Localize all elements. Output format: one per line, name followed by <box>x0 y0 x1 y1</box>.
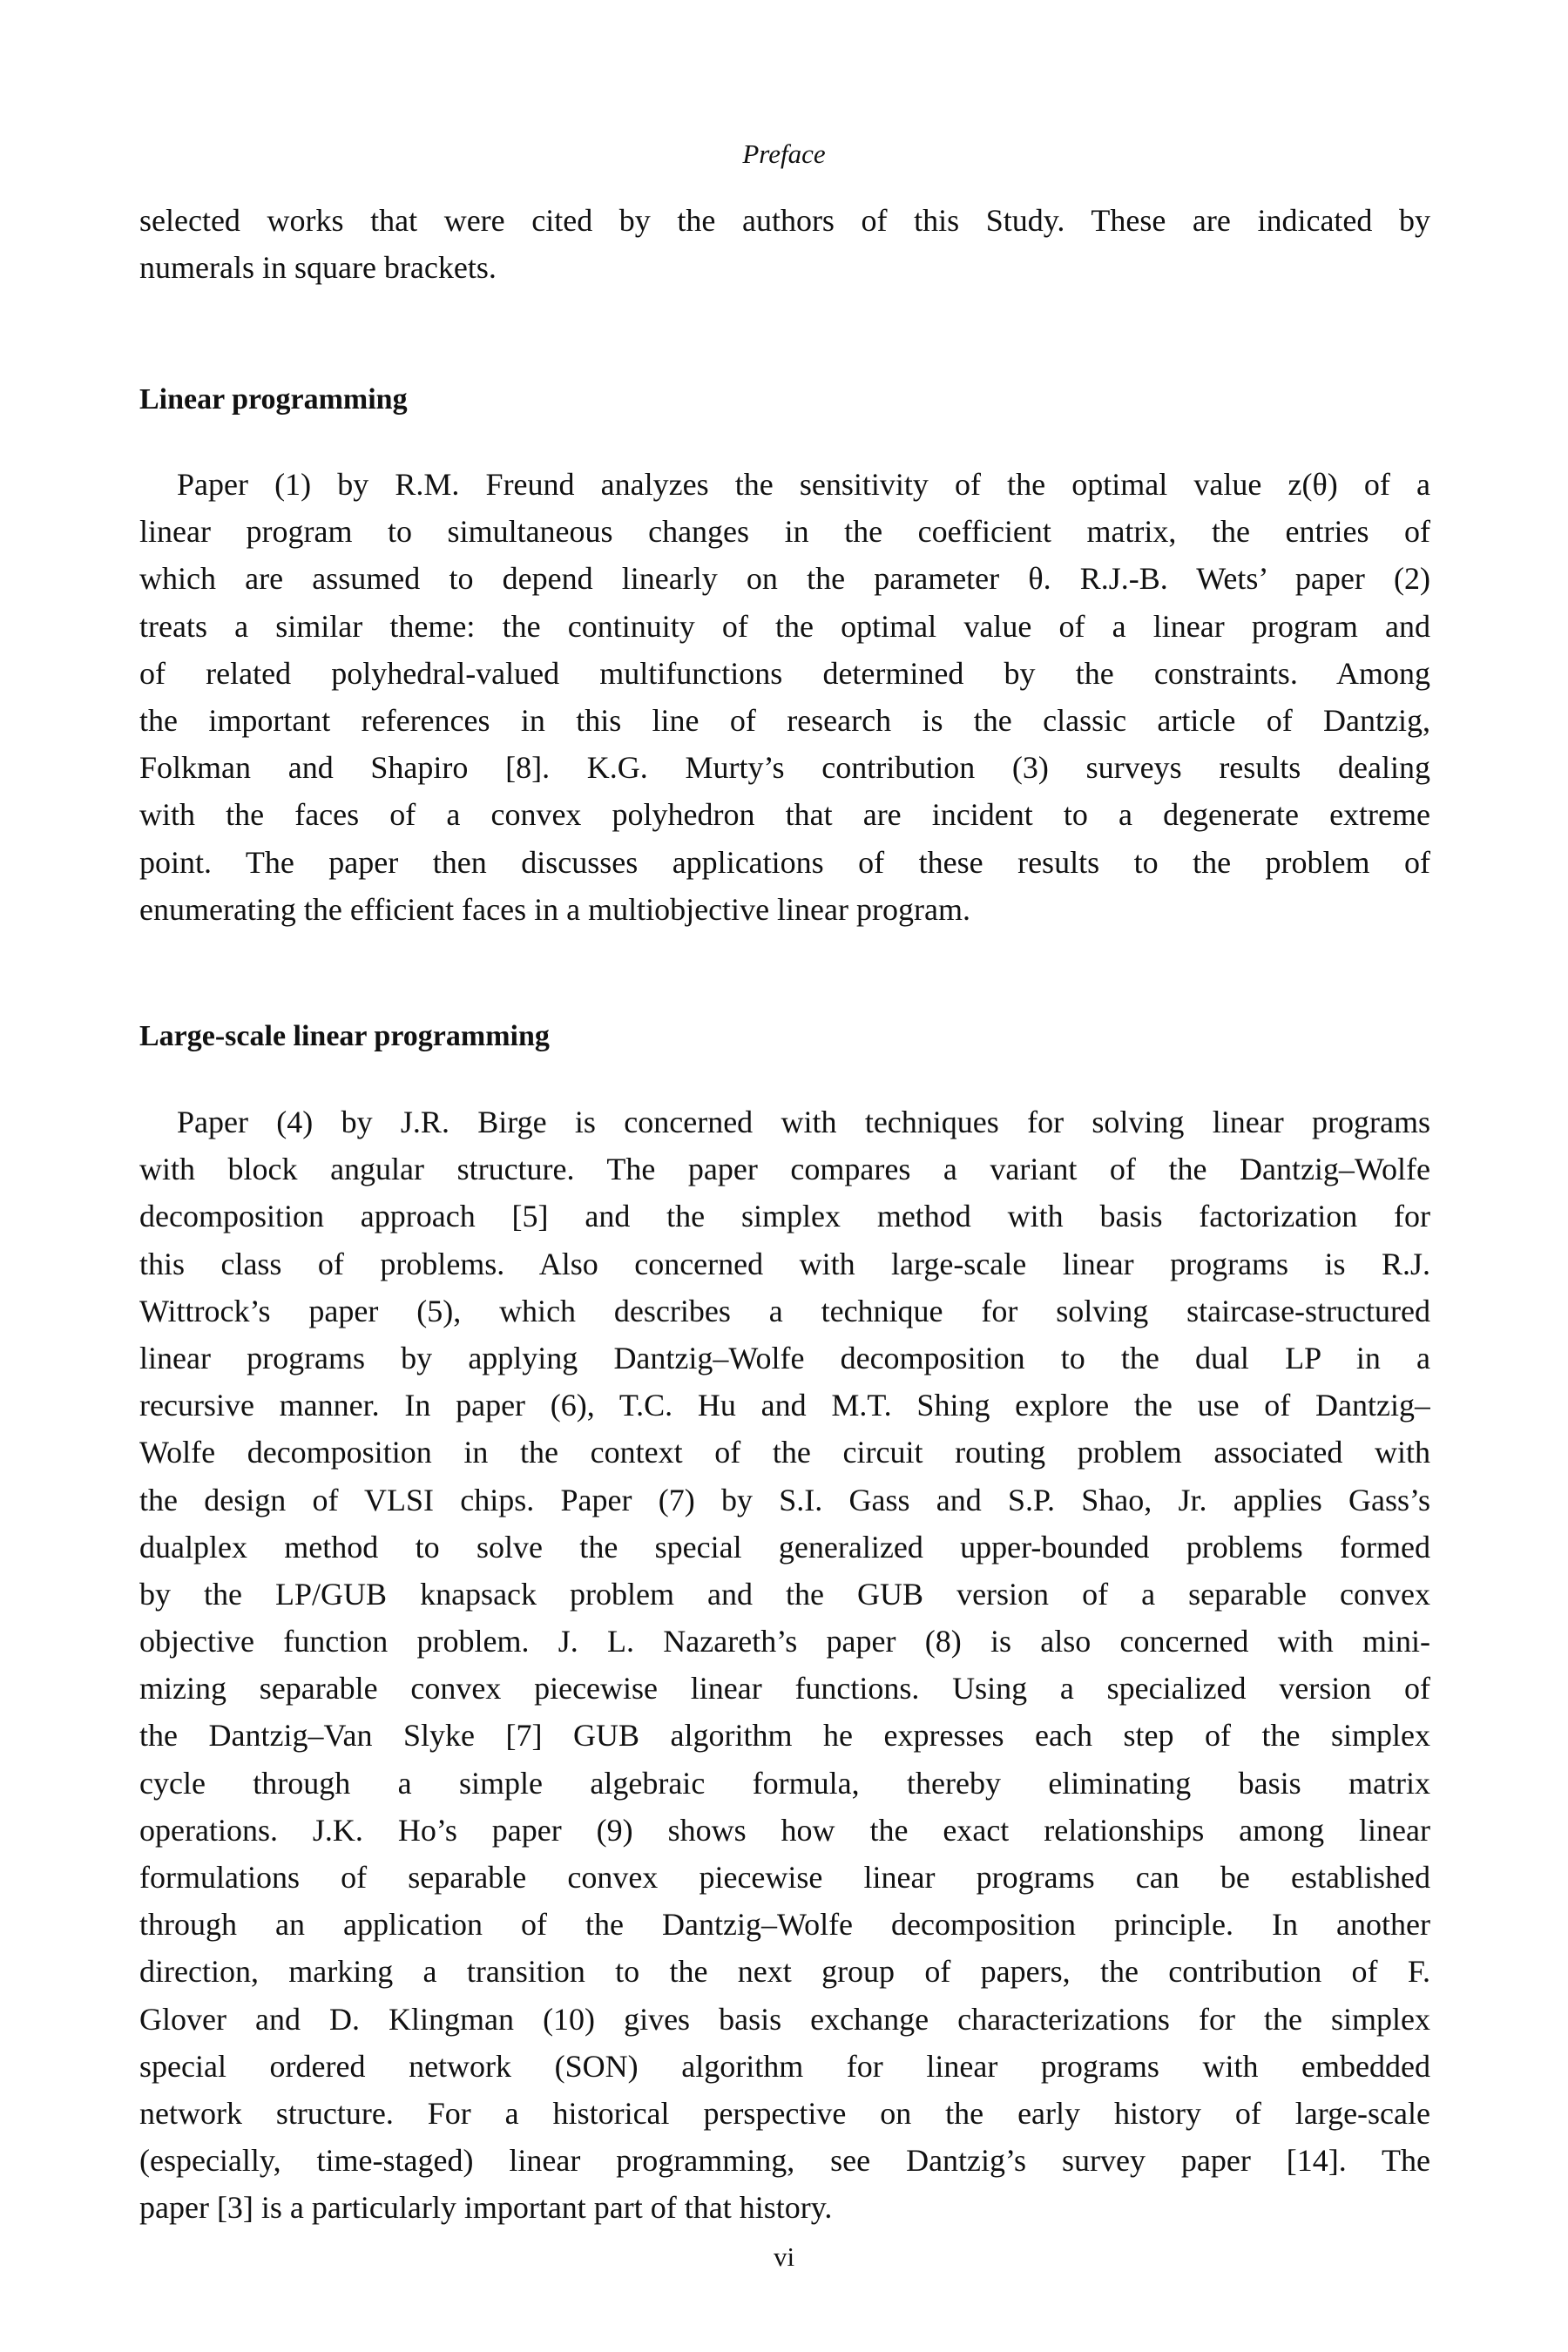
section-heading: Linear programming <box>139 383 408 416</box>
text-line: the Dantzig–Van Slyke [7] GUB algorithm he expresses each step of the simplex <box>139 1718 1430 1754</box>
text-line: cycle through a simple algebraic formula, thereby eliminating basis matrix <box>139 1765 1430 1801</box>
text-line: enumerating the efficient faces in a multiobjective linear program. <box>139 891 970 927</box>
text-line: Paper (4) by J.R. Birge is concerned with techniques for solving linear programs <box>177 1105 1430 1139</box>
text-line: the design of VLSI chips. Paper (7) by S.I. Gass and S.P. Shao, Jr. applies Gass’s <box>139 1482 1430 1517</box>
text-line: selected works that were cited by the authors of this Study. These are indicated by <box>139 203 1430 238</box>
text-line: this class of problems. Also concerned with large-scale linear programs is R.J. <box>139 1246 1430 1281</box>
text-line: point. The paper then discusses applications of these results to the problem of <box>139 844 1430 880</box>
intro-paragraph <box>139 197 1430 291</box>
text-line: with block angular structure. The paper compares a variant of the Dantzig–Wolfe <box>139 1152 1430 1187</box>
text-line: paper [3] is a particularly important part of that history. <box>139 2190 833 2226</box>
text-line: objective function problem. J. L. Nazareth’s paper (8) is also concerned with mini- <box>139 1624 1430 1659</box>
text-line: Folkman and Shapiro [8]. K.G. Murty’s contribution (3) surveys results dealing <box>139 750 1430 786</box>
text-line: by the LP/GUB knapsack problem and the GUB version of a separable convex <box>139 1576 1430 1612</box>
text-line: formulations of separable convex piecewise linear programs can be established <box>139 1860 1430 1895</box>
running-header: Preface <box>742 139 826 169</box>
text-line: linear program to simultaneous changes in the coefficient matrix, the entries of <box>139 514 1430 550</box>
text-line: Wittrock’s paper (5), which describes a technique for solving staircase-structured <box>139 1293 1430 1328</box>
linear-programming-paragraph <box>139 461 1430 933</box>
text-line: numerals in square brackets. <box>139 250 497 286</box>
text-line: Glover and D. Klingman (10) gives basis exchange characterizations for the simplex <box>139 2001 1430 2037</box>
large-scale-paragraph <box>139 1098 1430 2232</box>
text-line: operations. J.K. Ho’s paper (9) shows how the exact relationships among linear <box>139 1812 1430 1848</box>
text-line: special ordered network (SON) algorithm for linear programs with embedded <box>139 2048 1430 2084</box>
text-line: through an application of the Dantzig–Wolfe decomposition principle. In another <box>139 1907 1430 1943</box>
text-line: recursive manner. In paper (6), T.C. Hu and M.T. Shing explore the use of Dantzig– <box>139 1388 1430 1423</box>
text-line: which are assumed to depend linearly on the parameter θ. R.J.-B. Wets’ paper (2) <box>139 561 1430 597</box>
text-line: of related polyhedral-valued multifunctions determined by the constraints. Among <box>139 655 1430 691</box>
text-line: network structure. For a historical perspective on the early history of large-scale <box>139 2095 1430 2131</box>
text-line: Paper (1) by R.M. Freund analyzes the sensitivity of the optimal value z(θ) of a <box>177 467 1430 502</box>
text-line: linear programs by applying Dantzig–Wolfe decomposition to the dual LP in a <box>139 1340 1430 1375</box>
text-line: (especially, time-staged) linear programming, see Dantzig’s survey paper [14]. The <box>139 2143 1430 2179</box>
text-line: Wolfe decomposition in the context of the circuit routing problem associated with <box>139 1435 1430 1470</box>
text-line: direction, marking a transition to the next group of papers, the contribution of F. <box>139 1954 1430 1990</box>
section-heading: Large-scale linear programming <box>139 1020 550 1052</box>
page-number: vi <box>773 2241 795 2272</box>
text-line: dualplex method to solve the special generalized upper-bounded problems formed <box>139 1529 1430 1565</box>
text-line: decomposition approach [5] and the simplex method with basis factorization for <box>139 1199 1430 1234</box>
text-line: mizing separable convex piecewise linear functions. Using a specialized version of <box>139 1671 1430 1707</box>
text-line: the important references in this line of research is the classic article of Dantzig, <box>139 702 1430 738</box>
text-line: treats a similar theme: the continuity of the optimal value of a linear program and <box>139 608 1430 644</box>
text-line: with the faces of a convex polyhedron that are incident to a degenerate extreme <box>139 797 1430 833</box>
